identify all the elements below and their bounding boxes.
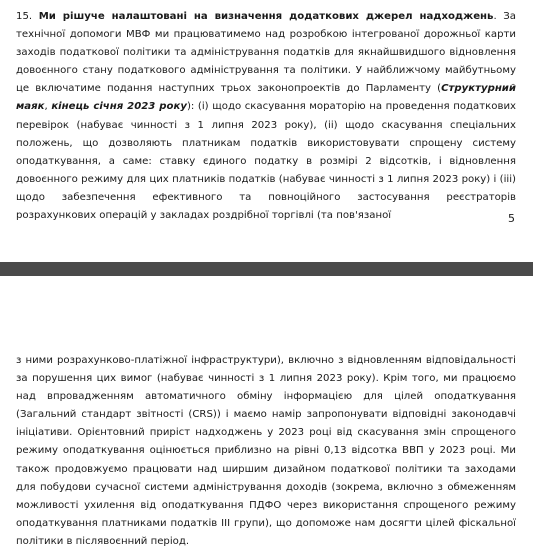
paragraph-segment: . За технічної допомоги МВФ ми працюватимемо над розробкою інтегрованої дорожньої карти заходів податкової політики та адміністрування податків для якнайшвидшого відновлення довоєнного стану податкового адміністрування та політики. У найближчому майбутньому це включатиме подання наступних трьох законопроектів до Парламенту ( (16, 11, 516, 95)
paragraph-segment: Ми рішуче налаштовані на визначення додаткових джерел надходжень (38, 11, 494, 22)
document-page-top (0, 0, 533, 262)
paragraph-segment: 15. (16, 11, 39, 22)
paragraph-15-continued: з ними розрахунково-платіжної інфраструктури), включно з відновленням відповідальності за порушення цих вимог (набуває чинності з 1 липня 2023 року). Крім того, ми працюємо над впровадженням автоматичного обміну інформацією для цілей оподаткування (Загальний стандарт звітності (CRS)) і маємо намір запропонувати відповідні законодавчі ініціативи. Орієнтовний приріст надходжень у 2023 році від скасування змін спрощеного режиму оподаткування оцінюється приблизно на рівні 0,13 відсотка ВВП у 2023 році. Ми також продовжуємо працювати над ширшим дизайном податкової політики та заходами для побудови сучасної системи адміністрування доходів (зокрема, включно з обмеженням можливості ухилення від оподаткування ПДФО через використання спрощеного режиму оподаткування платниками податків III групи), що допоможе нам досягти цілей фіскальної політики в післявоєнний період. (16, 355, 516, 547)
paragraph-15 (16, 8, 516, 225)
document-page-bottom (0, 276, 533, 547)
paragraph-segment: кінець січня 2023 року (51, 101, 187, 113)
page-number: 5 (508, 212, 515, 225)
paragraph-segment: , (44, 101, 52, 113)
paragraph-segment: Структурний маяк (16, 83, 516, 113)
paragraph-segment: ): (i) щодо скасування мораторію на проведення податкових перевірок (набуває чинності з 1 липня 2023 року), (ii) щодо скасування спеціальних положень, що дозволяють платникам податків використовувати спрощену систему оподаткування, а саме: ставку єдиного податку в розмірі 2 відсотків, і відновлення довоєнного режиму для цих платників податків (набуває чинності з 1 липня 2023 року) і (iii) щодо забезпечення ефективного та повноційного застосування реєстраторів розрахункових операцій у закладах роздрібної торгівлі (та пов'язаної (16, 101, 517, 222)
page-separator (0, 262, 533, 276)
